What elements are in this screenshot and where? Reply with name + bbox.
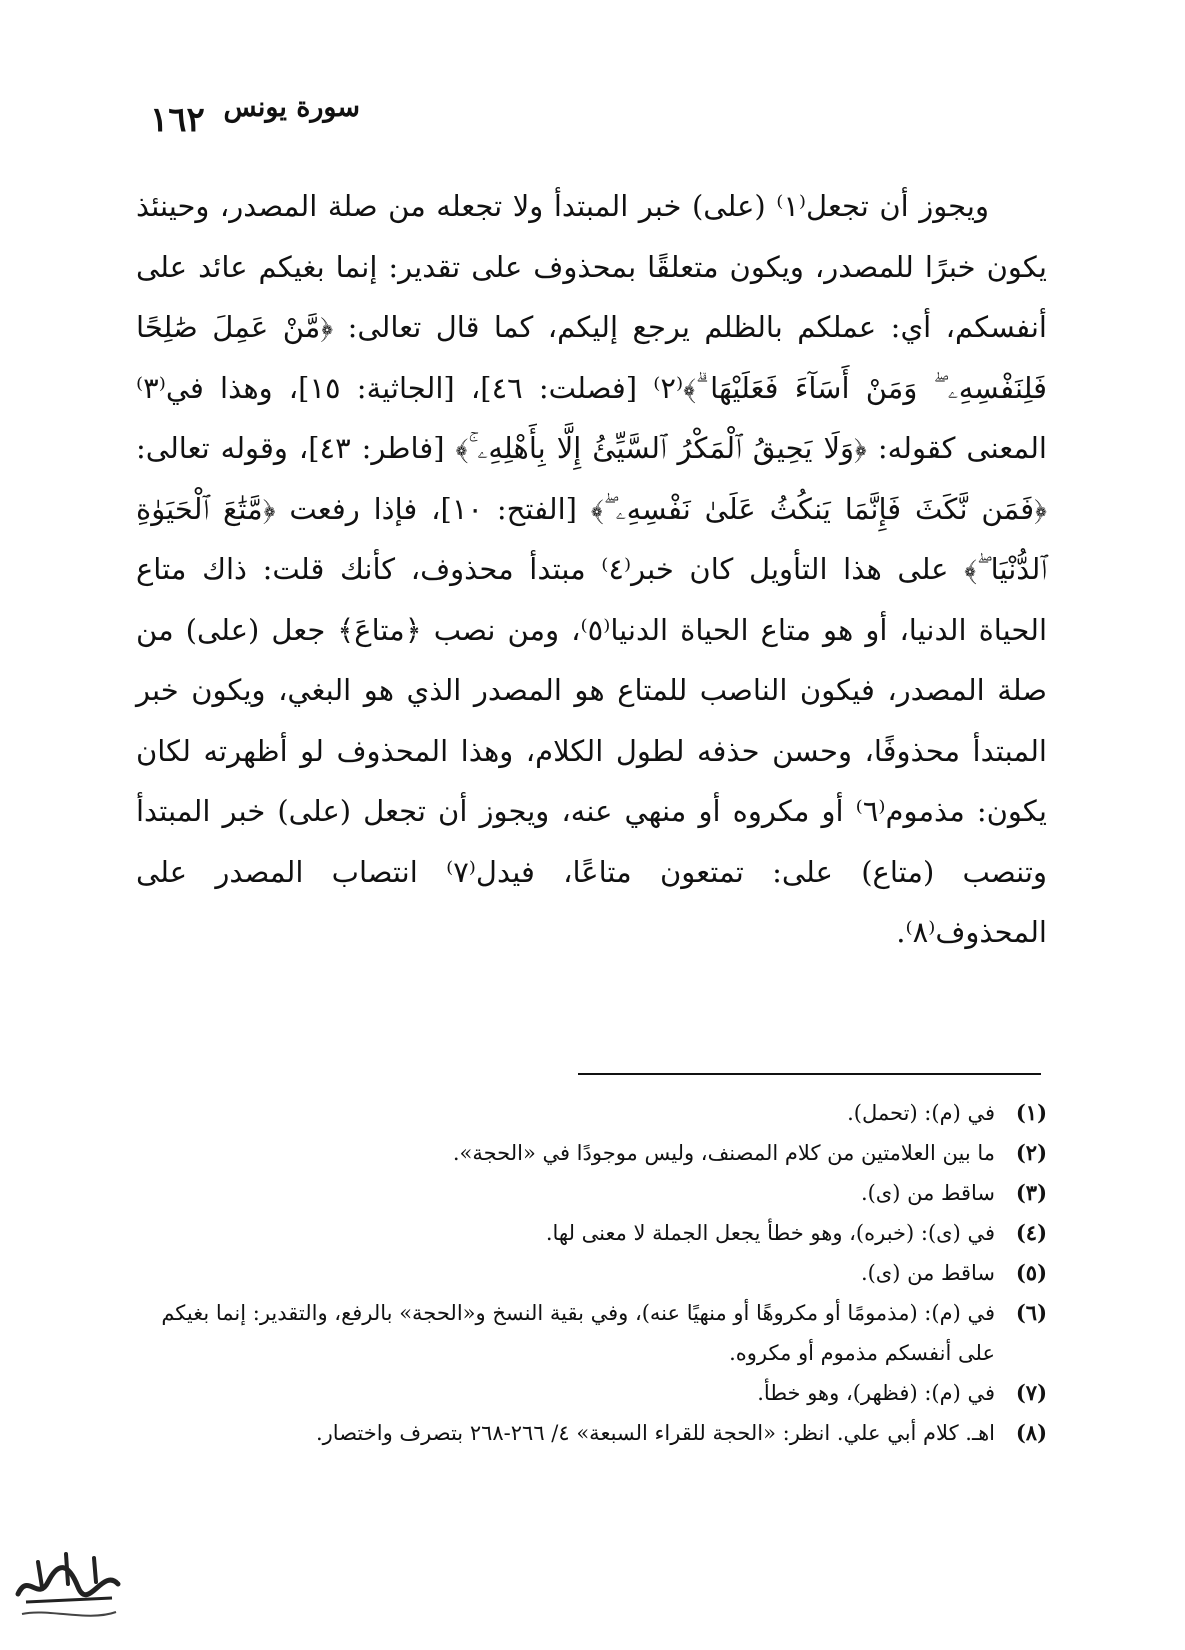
- footnote: [136, 1373, 1047, 1413]
- footnote: [136, 1213, 1047, 1253]
- footnote-number: (٥): [1015, 1260, 1047, 1285]
- footnote: [136, 1093, 1047, 1133]
- footnote-text: في (م): (مذمومًا أو مكروهًا أو منهيًا عنه)، وفي بقية النسخ و«الحجة» بالرفع، والتقدير: إنما بغيكم على أنفسكم مذموم أو مكروه.: [161, 1301, 995, 1365]
- footnote-text: في (ى): (خبره)، وهو خطأ يجعل الجملة لا معنى لها.: [545, 1221, 995, 1245]
- footnote-number: (٨): [1015, 1420, 1047, 1445]
- footnote: [136, 1253, 1047, 1293]
- footnote-text: ما بين العلامتين من كلام المصنف، وليس موجودًا في «الحجة».: [452, 1141, 995, 1165]
- library-seal-icon: [8, 1532, 128, 1632]
- footnote-number: (٤): [1015, 1220, 1047, 1245]
- footnote-text: ساقط من (ى).: [860, 1261, 995, 1285]
- footnote-text: في (م): (تحمل).: [847, 1101, 995, 1125]
- footnote: [136, 1413, 1047, 1453]
- footnote: [136, 1133, 1047, 1173]
- footnote-text: في (م): (فظهر)، وهو خطأ.: [757, 1381, 995, 1405]
- footnote-separator: [578, 1073, 1041, 1075]
- footnote-number: (٧): [1015, 1380, 1047, 1405]
- footnote-text: ساقط من (ى).: [860, 1181, 995, 1205]
- running-head: سورة يونس: [223, 92, 360, 123]
- footnote-text: اهـ. كلام أبي علي. انظر: «الحجة للقراء السبعة» ٤/ ٢٦٦-٢٦٨ بتصرف واختصار.: [315, 1421, 995, 1445]
- footnote-number: (٢): [1015, 1140, 1047, 1165]
- footnote-number: (٦): [1015, 1300, 1047, 1325]
- footnotes: [136, 1093, 1047, 1453]
- body-paragraph: ويجوز أن تجعل⁽١⁾ (على) خبر المبتدأ ولا تجعله من صلة المصدر، وحينئذ يكون خبرًا للمصدر، ويكون متعلقًا بمحذوف على تقدير: إنما بغيكم عائد على أنفسكم، أي: عملكم بالظلم يرجع إليكم، كما قال تعالى: ﴿مَّنْ عَمِلَ صَٰلِحًا فَلِنَفْسِهِۦ ۖ وَمَنْ أَسَآءَ فَعَلَيْهَا ۗ﴾⁽٢⁾ [فصلت: ٤٦]، [الجاثية: ١٥]، وهذا في⁽٣⁾ المعنى كقوله: ﴿وَلَا يَحِيقُ ٱلْمَكْرُ ٱلسَّيِّئُ إِلَّا بِأَهْلِهِۦ ۚ﴾ [فاطر: ٤٣]، وقوله تعالى: ﴿فَمَن نَّكَثَ فَإِنَّمَا يَنكُثُ عَلَىٰ نَفْسِهِۦ ۖ﴾ [الفتح: ١٠]، فإذا رفعت ﴿مَّتَٰعَ ٱلْحَيَوٰةِ ٱلدُّنْيَا ۖ﴾ على هذا التأويل كان خبر⁽٤⁾ مبتدأ محذوف، كأنك قلت: ذاك متاع الحياة الدنيا، أو هو متاع الحياة الدنيا⁽٥⁾، ومن نصب ﴿متاعَ﴾ جعل (على) من صلة المصدر، فيكون الناصب للمتاع هو المصدر الذي هو البغي، ويكون خبر المبتدأ محذوفًا، وحسن حذفه لطول الكلام، وهذا المحذوف لو أظهرته لكان يكون: مذموم⁽٦⁾ أو مكروه أو منهي عنه، ويجوز أن تجعل (على) خبر المبتدأ وتنصب (متاع) على: تمتعون متاعًا، فيدل⁽٧⁾ انتصاب المصدر على المحذوف⁽٨⁾.: [136, 189, 1048, 949]
- footnote-number: (٣): [1015, 1180, 1047, 1205]
- footnote-number: (١): [1015, 1100, 1047, 1125]
- footnote: [136, 1293, 1047, 1373]
- body-text: [136, 176, 1047, 963]
- page-number: ١٦٢: [150, 100, 205, 140]
- footnote: [136, 1173, 1047, 1213]
